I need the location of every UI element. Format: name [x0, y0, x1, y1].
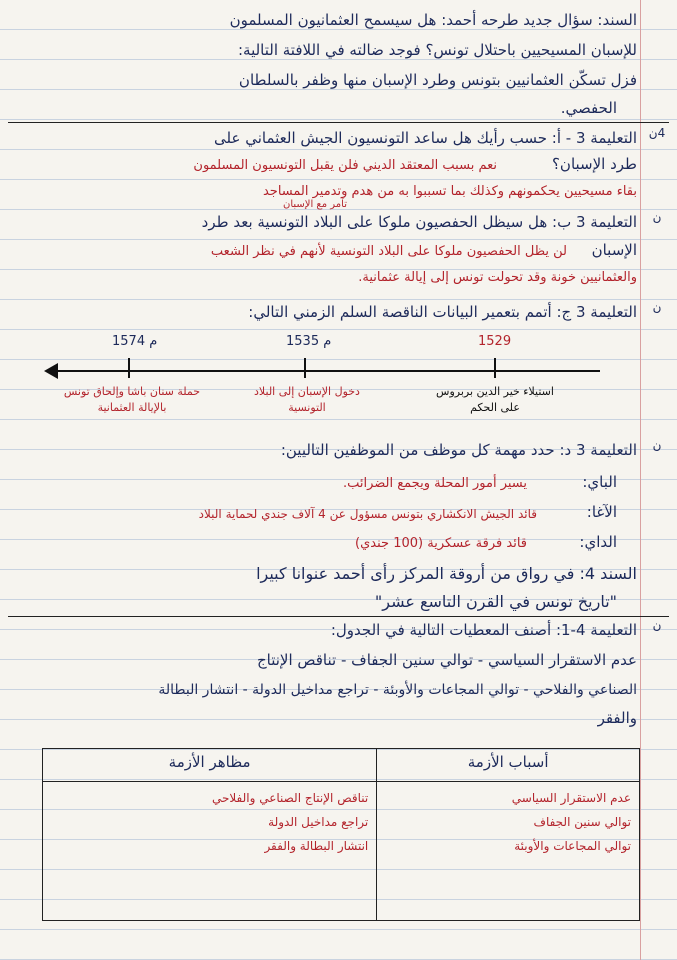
cause-item: عدم الاستقرار السياسي: [511, 791, 631, 805]
task5-data-line-1: عدم الاستقرار السياسي - توالي سنين الجفاف - تناقص الإنتاج: [256, 651, 637, 669]
source-line-4: الحفصي.: [560, 99, 617, 117]
separator: [8, 616, 669, 617]
separator: [8, 122, 669, 123]
term-agha: الآغا:: [586, 503, 617, 521]
timeline-event-1574: حملة سنان باشا وإلحاق تونس بالإيالة العثمانية: [63, 385, 201, 414]
task1-answer-2: بقاء مسيحيين يحكمونهم وكذلك بما تسببوا به من هدم وتدمير المساجد: [262, 184, 637, 199]
source4-line-2: "تاريخ تونس في القرن التاسع عشر": [374, 592, 617, 611]
cause-item: توالي سنين الجفاف: [533, 815, 631, 829]
task5-margin-mark: ن: [652, 618, 662, 632]
task4-margin-mark: ن: [652, 438, 662, 452]
timeline-tick: [494, 358, 496, 378]
term-dey: الداي:: [579, 533, 617, 551]
aspect-item: تناقص الإنتاج الصناعي والفلاحي: [211, 791, 369, 805]
answer-agha: قائد الجيش الانكشاري بتونس مسؤول عن 4 آلاف جندي لحماية البلاد: [198, 507, 537, 521]
task5-data-line-2: الصناعي والفلاحي - توالي المجاعات والأوبئة - تراجع مداخيل الدولة - انتشار البطالة: [158, 682, 637, 698]
timeline-tick: [304, 358, 306, 378]
task2-question: التعليمة 3 ب: هل سيظل الحفصيون ملوكا على البلاد التونسية بعد طرد: [201, 213, 637, 231]
task1-marginal-note: تآمر مع الإسبان: [282, 199, 347, 210]
task1-question-cont: طرد الإسبان؟: [551, 155, 637, 173]
table-aspects-cell: [43, 782, 377, 921]
task3-question: التعليمة 3 ج: أتمم بتعمير البيانات الناقصة السلم الزمني التالي:: [248, 303, 637, 321]
task3-margin-mark: ن: [652, 300, 662, 314]
aspect-item: تراجع مداخيل الدولة: [268, 815, 369, 829]
crisis-table: [42, 748, 640, 921]
source-line-1: السند: سؤال جديد طرحه أحمد: هل سيسمح العثمانيون المسلمون: [229, 11, 637, 29]
task2-answer-1: لن يظل الحفصيون ملوكا على البلاد التونسية لأنهم في نظر الشعب: [210, 244, 567, 259]
table-header-aspects: مظاهر الأزمة: [43, 749, 377, 782]
task5-question: التعليمة 4-1: أصنف المعطيات التالية في الجدول:: [330, 621, 637, 639]
task1-margin-mark: 4ن: [648, 126, 666, 140]
margin-line: [640, 0, 641, 960]
timeline-year-1529: 1529: [478, 334, 512, 349]
timeline-arrow-icon: [44, 363, 58, 379]
cause-item: توالي المجاعات والأوبئة: [514, 839, 631, 853]
table-header-causes: أسباب الأزمة: [377, 749, 640, 782]
task1-answer-1: نعم بسبب المعتقد الديني فلن يقبل التونسيون المسلمون: [193, 158, 497, 173]
source-line-3: فزل تسكّن العثمانيين بتونس وطرد الإسبان منها وظفر بالسلطان: [238, 71, 637, 89]
timeline-tick: [128, 358, 130, 378]
timeline-axis: [50, 370, 600, 372]
timeline-event-1529: استيلاء خير الدين بربروس على الحكم: [436, 385, 554, 414]
timeline-year-1535: 1535 م: [286, 334, 332, 349]
term-bey: الباي:: [582, 473, 617, 491]
table-causes-cell: [377, 782, 640, 921]
task2-answer-2: والعثمانيين خونة وقد تحولت تونس إلى إيالة عثمانية.: [358, 270, 637, 285]
aspect-item: انتشار البطالة والفقر: [264, 839, 369, 853]
answer-dey: قائد فرقة عسكرية (100 جندي): [355, 536, 527, 551]
source-line-2: للإسبان المسيحيين باحتلال تونس؟ فوجد ضالته في اللافتة التالية:: [237, 41, 637, 59]
timeline-year-1574: 1574 م: [112, 334, 158, 349]
source4-line-1: السند 4: في رواق من أروقة المركز رأى أحمد عنوانا كبيرا: [256, 564, 637, 583]
task2-question-cont: الإسبان: [591, 241, 637, 259]
task4-question: التعليمة 3 د: حدد مهمة كل موظف من الموظفين التاليين:: [280, 441, 637, 459]
task1-question: التعليمة 3 - أ: حسب رأيك هل ساعد التونسيون الجيش العثماني على: [214, 129, 637, 147]
task2-margin-mark: ن: [652, 210, 662, 224]
timeline-event-1535: دخول الإسبان إلى البلاد التونسية: [254, 385, 360, 414]
answer-bey: يسير أمور المحلة ويجمع الضرائب.: [342, 476, 527, 491]
task5-data-line-3: والفقر: [597, 709, 637, 727]
